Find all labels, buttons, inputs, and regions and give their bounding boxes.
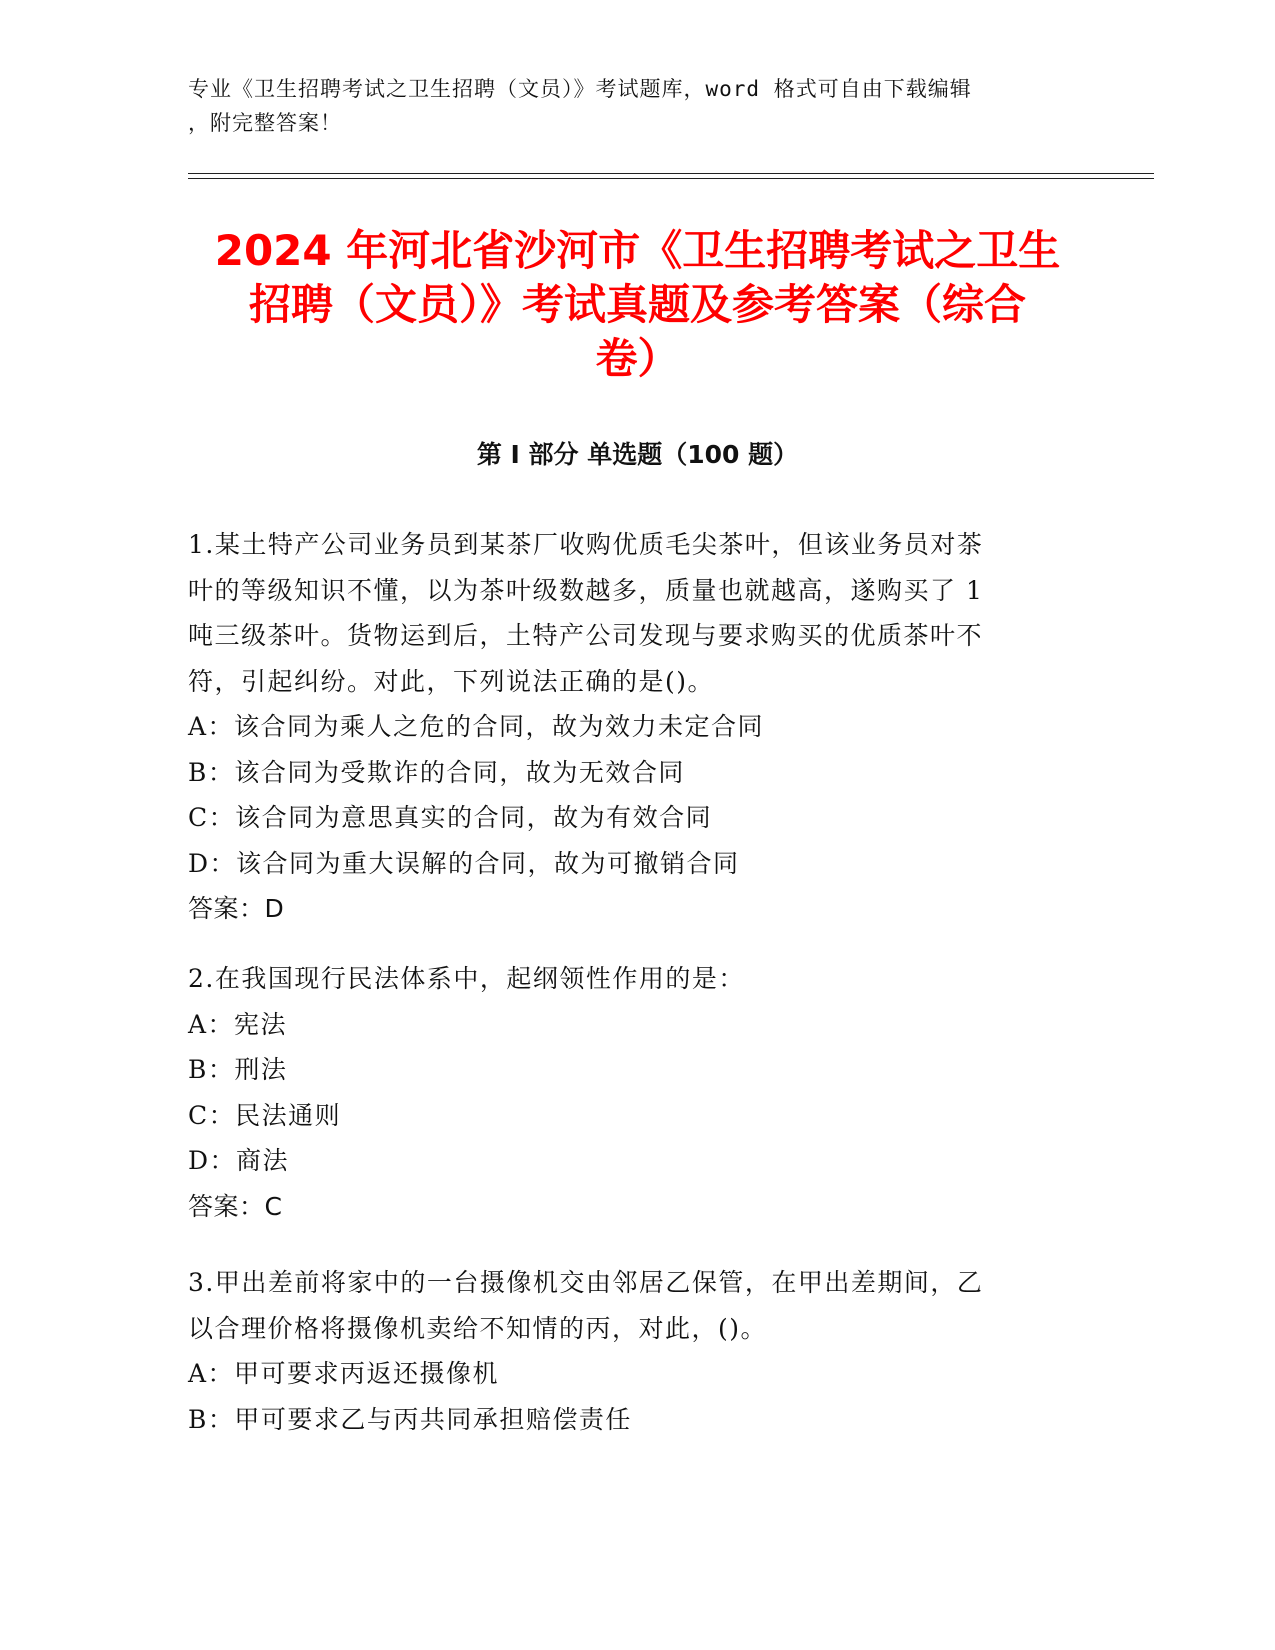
header-rule-top: [188, 173, 1154, 174]
question-3: [188, 1260, 1088, 1442]
header-rule-bottom: [188, 178, 1154, 179]
title-line-3: 卷）: [595, 334, 680, 383]
header-note-line-2: ，附完整答案！: [188, 111, 342, 135]
answer-label: 答案：D: [188, 894, 285, 923]
question-2: [188, 956, 1088, 1229]
question-1: [188, 522, 1088, 932]
section-heading: 第 I 部分 单选题（100 题）: [476, 440, 799, 469]
option-b: B：甲可要求乙与丙共同承担赔偿责任: [188, 1404, 632, 1434]
question-text-line: 1.某土特产公司业务员到某茶厂收购优质毛尖茶叶，但该业务员对茶: [188, 530, 984, 559]
title-line-1: 2024 年河北省沙河市《卫生招聘考试之卫生: [214, 226, 1061, 275]
question-text-line: 以合理价格将摄像机卖给不知情的丙，对此，()。: [188, 1313, 768, 1343]
answer-label: 答案：C: [188, 1191, 283, 1221]
option-c: C：该合同为意思真实的合同，故为有效合同: [188, 803, 713, 832]
question-text-line: 吨三级茶叶。货物运到后，土特产公司发现与要求购买的优质茶叶不: [188, 621, 984, 650]
document-title: [150, 224, 1125, 386]
header-note-line-1: 专业《卫生招聘考试之卫生招聘（文员）》考试题库，word 格式可自由下载编辑: [188, 77, 972, 101]
option-c: C：民法通则: [188, 1100, 342, 1130]
option-a: A：宪法: [188, 1009, 288, 1039]
option-a: A：甲可要求丙返还摄像机: [188, 1359, 500, 1388]
option-a: A：该合同为乘人之危的合同，故为效力未定合同: [188, 712, 765, 741]
option-b: B：该合同为受欺诈的合同，故为无效合同: [188, 757, 685, 787]
option-d: D：该合同为重大误解的合同，故为可撤销合同: [188, 848, 740, 878]
question-text-line: 3.甲出差前将家中的一台摄像机交由邻居乙保管，在甲出差期间，乙: [188, 1268, 984, 1297]
question-text-line: 2.在我国现行民法体系中，起纲领性作用的是：: [188, 964, 745, 993]
option-d: D：商法: [188, 1146, 290, 1175]
header-note: [188, 72, 1068, 140]
option-b: B：刑法: [188, 1055, 288, 1084]
question-text-line: 叶的等级知识不懂，以为茶叶级数越多，质量也就越高，遂购买了 1: [188, 575, 984, 605]
question-text-line: 符，引起纠纷。对此，下列说法正确的是()。: [188, 666, 715, 696]
title-line-2: 招聘（文员）》考试真题及参考答案（综合: [248, 280, 1026, 329]
